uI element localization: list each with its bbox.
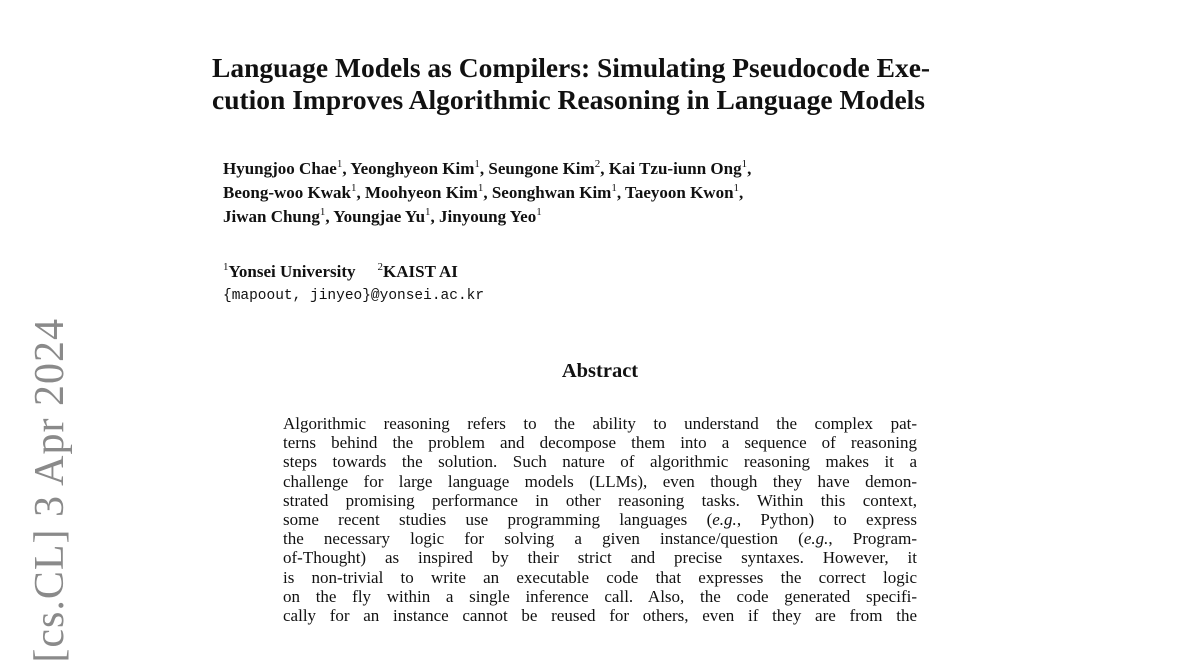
affiliation-marker: 1 [536,206,542,218]
author-separator: , [342,159,351,178]
affiliations [223,261,458,283]
title-line: cution Improves Algorithmic Reasoning in Language Models [212,84,926,115]
abstract-line: Algorithmic reasoning refers to the ability to understand the complex pat- [283,414,917,433]
affiliation-marker: 2 [594,158,601,170]
author-separator: , [616,183,626,202]
author-name: Jinyoung Yeo [439,207,537,226]
author-line [223,181,1003,205]
affiliation-name: KAIST AI [383,262,458,281]
contact-email: {mapoout, jinyeo}@yonsei.ac.kr [223,288,485,304]
author-separator: , [483,183,492,202]
author-name: Beong-woo Kwak [223,183,351,202]
author-separator: , [325,207,334,226]
author-name: Youngjae Yu [333,207,426,226]
abstract-line: on the fly within a single inference call. Also, the code generated specifi- [283,586,917,606]
affiliation-marker: 1 [336,158,343,170]
affiliation-marker: 1 [611,182,617,194]
abbreviation-eg: e.g. [803,529,829,549]
author-name: Seonghwan Kim [491,183,612,202]
author-separator: , [747,159,752,178]
author-name: Jiwan Chung [223,207,320,226]
author-name: Yeonghyeon Kim [350,159,475,178]
abstract-line: strated promising performance in other reasoning tasks. Within this context, [283,490,917,510]
paper-title [212,52,1012,116]
author-separator: , [356,183,365,202]
affiliation-marker: 1 [741,158,748,170]
abstract-body [283,414,923,625]
abstract-line: is non-trivial to write an executable code that expresses the correct logic [283,567,917,587]
arxiv-watermark-text: [cs.CL] 3 Apr 2024 [27,318,73,663]
author-name: Kai Tzu-iunn Ong [608,159,742,178]
abstract-line: challenge for large language models (LLMs), even though they have demon- [283,471,917,491]
affiliation-marker: 1 [477,182,484,194]
affiliation-marker: 1 [425,206,431,218]
author-separator: , [600,159,609,178]
abstract-line: terns behind the problem and decompose them into a sequence of reasoning [283,433,917,453]
affiliation-number: 1 [223,261,229,273]
abstract-line: cally for an instance cannot be reused for others, even if they are from the [283,606,917,626]
affiliation-marker: 1 [474,158,480,170]
author-separator: , [739,183,744,202]
author-name: Moohyeon Kim [364,183,478,202]
affiliation-marker: 1 [733,182,740,194]
author-separator: , [430,207,440,226]
abbreviation-eg: e.g. [712,510,737,530]
author-name: Hyungjoo Chae [223,159,337,178]
author-line [223,205,1003,229]
affiliation-name: Yonsei University [228,262,356,281]
author-separator: , [479,159,489,178]
title-line: Language Models as Compilers: Simulating Pseudocode Exe- [212,52,931,83]
abstract-line: the necessary logic for solving a given instance/question (e.g., Program- [283,529,917,549]
affiliation-marker: 1 [350,182,357,194]
abstract-line: some recent studies use programming languages (e.g., Python) to express [283,510,918,530]
affiliation-number: 2 [377,261,384,273]
affiliation-marker: 1 [319,206,326,218]
abstract-heading: Abstract [561,360,639,382]
author-name: Taeyoon Kwon [625,183,734,202]
author-list [223,157,1003,229]
abstract-line: of-Thought) as inspired by their strict and precise syntaxes. However, it [283,548,917,568]
abstract-line: steps towards the solution. Such nature of algorithmic reasoning makes it a [283,452,917,472]
author-line [223,157,1003,181]
author-name: Seungone Kim [488,159,595,178]
arxiv-watermark [20,318,80,663]
